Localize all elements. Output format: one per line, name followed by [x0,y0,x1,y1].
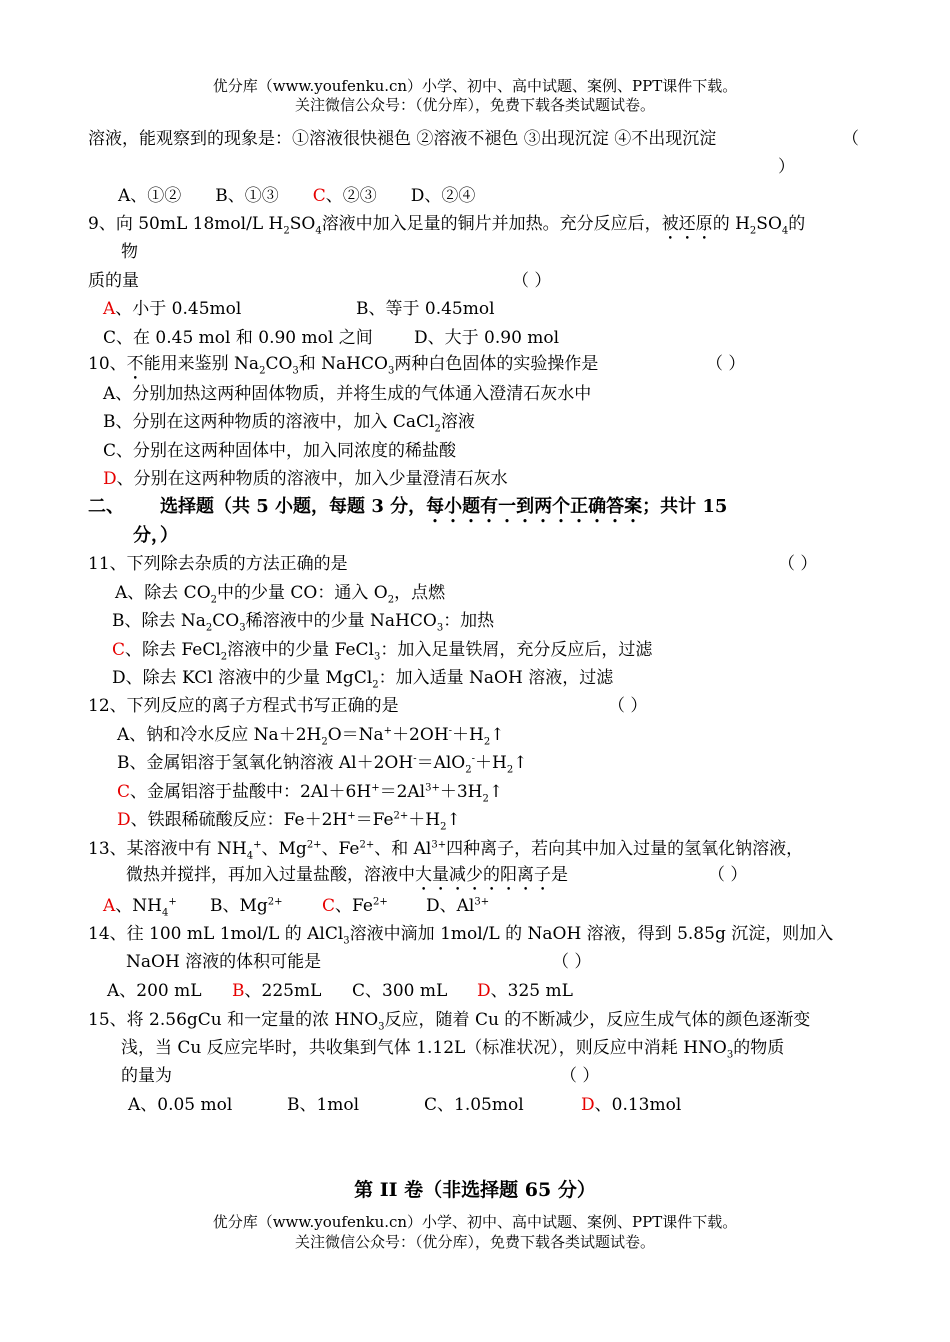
q13-text: 、Fe [335,896,373,916]
q10-option-b-text: 溶液 [440,412,475,432]
q10-option-b-text: B、分别在这两种物质的溶液中，加入 CaCl [103,412,435,432]
q15-text: 浅，当 Cu 反应完毕时，共收集到气体 1.12L（标准状况），则反应中消耗 HNO [121,1038,727,1058]
section-2-heading-line-2: 分，） [133,525,178,546]
q13-answer-paren: （ ） [708,865,748,885]
q11-subscript: 2 [210,594,217,606]
q11-text: 、除去 FeCl [125,640,221,660]
q12-subscript: 2 [321,736,328,748]
q12-text: ＝2Al [379,782,426,802]
q15-option-d-letter: D [581,1095,595,1115]
q12-stem: 12、下列反应的离子方程式书写正确的是 [88,696,399,716]
q11-subscript: 3 [239,622,246,634]
q11-text: ，点燃 [394,583,446,603]
q11-option-b [112,609,494,633]
q13-text: 、NH [115,896,162,916]
q13-text: 、Mg [261,839,307,859]
q12-text: O＝Na [327,725,384,745]
q13-stem [88,837,803,861]
q11-text: ：加热 [443,611,495,631]
q8-options [118,184,475,208]
q13-superscript: 2+ [306,839,322,851]
q14-option-d [477,979,573,1003]
q13-option-d [426,894,489,918]
q10-subscript: 2 [434,423,441,435]
q10-stem-text: 10、 [88,354,127,374]
q10-option-b [103,410,475,434]
part-2-title: 第 II 卷（非选择题 65 分） [354,1179,596,1201]
q13-superscript: + [253,839,262,851]
q11-subscript: 3 [373,651,381,663]
section-2-heading [88,495,727,527]
q13-emphasis: 大量减少的阳离子 [415,865,551,885]
q13-text: B、Mg [210,896,268,916]
q12-subscript: 2 [465,764,472,776]
q12-answer-paren: （ ） [608,696,648,716]
q12-superscript: + [347,810,356,822]
q15-text: 15、将 2.56gCu 和一定量的浓 HNO [88,1010,379,1030]
q15-subscript: 3 [378,1021,385,1033]
q12-text: B、金属铝溶于氢氧化钠溶液 Al＋2OH [117,753,414,773]
q13-text: 、Fe [321,839,360,859]
q12-option-c [117,780,503,804]
q10-option-d [103,467,508,491]
q14-option-b-letter: B [232,981,245,1001]
q13-subscript: 4 [161,907,169,919]
q14-option-c: C、300 mL [352,981,448,1001]
q11-subscript: 3 [436,622,444,634]
q8-paren-open: （ [842,129,859,149]
q8-paren-close: ） [778,157,795,177]
section-2-text: 选择题（共 5 小题，每题 3 分， [160,496,427,517]
q13-option-b [210,894,283,918]
q12-text: ＋H [475,753,507,773]
q10-stem [88,352,598,384]
q14-option-d-letter: D [477,981,491,1001]
q14-text: 溶液中滴加 1mol/L 的 NaOH 溶液，得到 5.85g 沉淀，则加入 [349,924,834,944]
q9-stem-text: 的 [788,214,806,234]
q9-option-b: B、等于 0.45mol [356,299,495,319]
q14-answer-paren: （ ） [552,952,592,972]
q12-text: ↑ [446,810,461,830]
q13-option-a-letter: A [103,896,116,916]
q12-text: ＋H [408,810,441,830]
q12-option-d-letter: D [117,810,131,830]
q10-stem-text: 两种白色固体的实验操作是 [394,354,599,374]
q13-superscript: 2+ [359,839,375,851]
q13-text: 13、某溶液中有 NH [88,839,247,859]
q15-option-c: C、1.05mol [424,1095,524,1115]
q12-subscript: 2 [506,764,514,776]
section-2-emphasis: 每小题有一到两个正确答案 [426,496,643,517]
q15-text: 、0.13mol [594,1095,682,1115]
footer-line-1: 优分库（www.youfenku.cn）小学、初中、高中试题、案例、PPT课件下载。 [212,1213,738,1231]
q12-option-b [117,751,527,775]
q12-text: ＋2OH [392,725,449,745]
q14-text: 、225mL [244,981,322,1001]
q11-stem: 11、下列除去杂质的方法正确的是 [88,554,348,574]
q8-option-a: A、①② [118,186,182,206]
section-2-number: 二、 [88,496,124,517]
q15-stem [88,1008,810,1032]
header-line-2: 关注微信公众号：（优分库），免费下载各类试题试卷。 [294,96,655,114]
q12-superscript: - [448,725,453,737]
q12-superscript: 3+ [425,782,440,794]
q12-text: ↑ [488,782,504,802]
q8-continuation: 溶液，能观察到的现象是：①溶液很快褪色 ②溶液不褪色 ③出现沉淀 ④不出现沉淀 [88,129,717,149]
q13-superscript: 3+ [431,839,447,851]
q14-option-a: A、200 mL [107,981,202,1001]
q12-text: ＋3H [439,782,483,802]
q10-stem-text: 和 NaHCO [298,354,388,374]
q12-text: ＋H [452,725,484,745]
q15-option-a: A、0.05 mol [128,1095,233,1115]
q9-subscript: 4 [781,225,789,237]
q11-subscript: 2 [387,594,395,606]
q11-text: B、除去 Na [112,611,206,631]
q12-text: ↑ [490,725,505,745]
q13-option-a [103,894,177,918]
q12-option-d [117,808,461,832]
q12-text: A、钠和冷水反应 Na＋2H [117,725,322,745]
q10-stem-text: CO [265,354,293,374]
q10-emphasis: 不 [126,354,144,374]
q12-text: ＝Fe [355,810,394,830]
q9-subscript: 2 [283,225,290,237]
footer-line-2: 关注微信公众号：（优分库），免费下载各类试题试卷。 [294,1233,655,1251]
q9-option-a [103,297,241,321]
q11-option-c [112,638,652,662]
q10-option-d-letter: D [103,469,117,489]
q15-stem-line-2 [121,1036,784,1060]
q13-text: 四种离子，若向其中加入过量的氢氧化钠溶液， [446,839,804,859]
q13-superscript: + [168,896,177,908]
q11-text: A、除去 CO [115,583,211,603]
q13-text: 是 [551,865,568,885]
q14-stem-line-2: NaOH 溶液的体积可能是 [126,952,322,972]
q11-text: ：加入适量 NaOH 溶液，过滤 [378,668,614,688]
q13-option-c [322,894,388,918]
q12-text: ↑ [513,753,528,773]
q12-option-a [117,723,504,747]
q15-option-d [581,1093,681,1117]
q8-option-d: D、②④ [410,186,476,206]
q11-subscript: 2 [372,679,379,691]
q9-stem [88,212,805,244]
q12-superscript: + [383,725,393,737]
q15-subscript: 3 [726,1049,734,1061]
q9-stem-text: 9、向 50mL 18mol/L H [88,214,284,234]
q11-option-c-letter: C [112,640,126,660]
q11-text: 溶液中的少量 FeCl [227,640,374,660]
q12-superscript: - [413,753,417,765]
q10-option-a: A、分别加热这两种固体物质，并将生成的气体通入澄清石灰水中 [103,384,592,404]
q14-text: 14、往 100 mL 1mol/L 的 AlCl [88,924,344,944]
q9-answer-paren: （ ） [512,271,552,291]
q13-stem-line-2 [126,863,568,895]
q9-stem-text: 溶液中加入足量的铜片并加热。充分反应后， [321,214,662,234]
q12-subscript: 2 [440,821,447,833]
q9-subscript: 2 [749,225,757,237]
q12-text: ＝AlO [416,753,466,773]
q9-option-c: C、在 0.45 mol 和 0.90 mol 之间 [103,328,373,348]
section-2-text: ；共计 15 [642,496,728,517]
q13-text: 、和 Al [374,839,432,859]
q11-option-d [112,666,613,690]
q14-text: 、325 mL [490,981,573,1001]
q12-option-c-letter: C [117,782,131,802]
q14-subscript: 3 [343,935,350,947]
q8-option-c: 、②③ [325,186,377,206]
q11-text: 中的少量 CO：通入 O [217,583,388,603]
q15-option-b: B、1mol [287,1095,360,1115]
q13-superscript: 3+ [474,896,490,908]
q10-stem-text: 能用来鉴别 Na [143,354,260,374]
q9-option-d: D、大于 0.90 mol [414,328,560,348]
q15-stem-line-3: 的量为 [121,1066,172,1086]
header-line-1: 优分库（www.youfenku.cn）小学、初中、高中试题、案例、PPT课件下载。 [212,77,738,95]
q12-subscript: 2 [483,736,491,748]
q11-text: 稀溶液中的少量 NaHCO [245,611,437,631]
q10-option-c: C、分别在这两种固体中，加入同浓度的稀盐酸 [103,441,457,461]
q10-subscript: 2 [259,365,266,377]
q12-text: 、金属铝溶于盐酸中：2Al＋6H [130,782,372,802]
q9-stem-text: 的 H [712,214,750,234]
q10-subscript: 3 [387,365,395,377]
q15-text: 的物质 [733,1038,785,1058]
q9-emphasis: 被还原 [661,214,713,234]
q11-text: CO [212,611,240,631]
q9-wrap: 物 [121,242,138,262]
q15-answer-paren: （ ） [560,1066,600,1086]
q12-subscript: 2 [482,793,489,805]
q11-text: ：加入足量铁屑，充分反应后，过滤 [380,640,653,660]
q14-option-b [232,979,321,1003]
q13-superscript: 2+ [267,896,283,908]
q11-text: D、除去 KCl 溶液中的少量 MgCl [112,668,373,688]
q9-option-a-text: 、小于 0.45mol [115,299,242,319]
q11-answer-paren: （ ） [778,554,818,574]
q11-subscript: 2 [220,651,228,663]
q12-text: 、铁跟稀硫酸反应：Fe＋2H [130,810,348,830]
q13-option-c-letter: C [322,896,336,916]
q9-subscript: 4 [315,225,322,237]
q13-text: 微热并搅拌，再加入过量盐酸，溶液中 [126,865,415,885]
q10-answer-paren: （ ） [706,354,746,374]
q8-option-b: B、①③ [215,186,279,206]
q9-stem-text: SO [289,214,316,234]
q9-line-2: 质的量 [88,271,139,291]
q11-subscript: 2 [205,622,213,634]
q8-option-c-letter: C [312,186,326,206]
q13-subscript: 4 [246,850,254,862]
q12-superscript: 2+ [393,810,409,822]
q12-superscript: + [371,782,380,794]
q10-subscript: 3 [292,365,299,377]
q12-superscript: - [471,753,476,765]
q9-option-a-letter: A [103,299,116,319]
q13-text: D、Al [426,896,475,916]
q9-stem-text: SO [756,214,782,234]
q15-text: 反应，随着 Cu 的不断减少，反应生成气体的颜色逐渐变 [384,1010,811,1030]
q13-superscript: 2+ [372,896,388,908]
q10-option-d-text: 、分别在这两种物质的溶液中，加入少量澄清石灰水 [116,469,508,489]
q11-option-a [115,581,445,605]
q14-stem [88,922,833,946]
